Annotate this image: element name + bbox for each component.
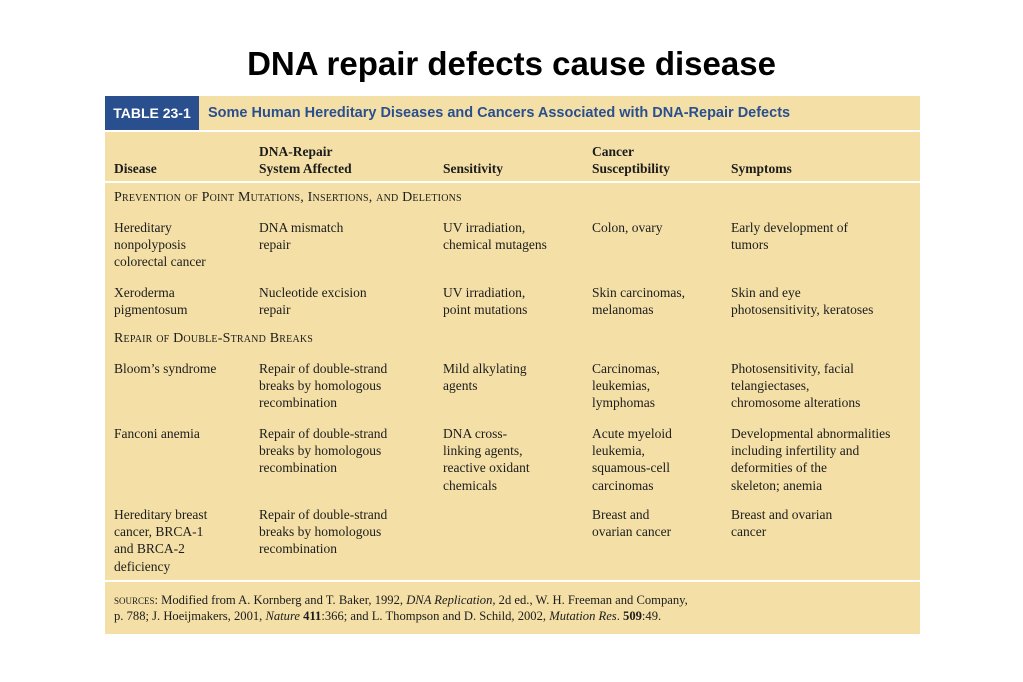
table-cell: Skin and eye photosensitivity, keratoses — [731, 285, 874, 318]
table-cell: DNA mismatch repair — [259, 220, 344, 253]
sources-lead: sources — [114, 593, 155, 607]
column-header-repair-system: DNA-Repair System Affected — [259, 144, 352, 176]
column-header-symptoms: Symptoms — [731, 161, 792, 176]
table-cell: Mild alkylating agents — [443, 361, 527, 394]
table-cell: Carcinomas, leukemias, lymphomas — [592, 361, 660, 411]
table-cell: Breast and ovarian cancer — [592, 507, 672, 540]
disease-table — [105, 96, 920, 634]
slide-title: DNA repair defects cause disease — [247, 45, 776, 82]
table-cell: Nucleotide excision repair — [259, 285, 367, 318]
table-cell: Breast and ovarian cancer — [731, 507, 833, 540]
table-cell: Hereditary breast cancer, BRCA-1 and BRCA-2 deficiency — [114, 507, 208, 574]
table-cell: Hereditary nonpolyposis colorectal cancer — [114, 220, 206, 270]
table-cell: Skin carcinomas, melanomas — [592, 285, 685, 318]
table-cell: Repair of double-strand breaks by homologous recombination — [259, 507, 388, 557]
sources-text: :49. — [641, 609, 662, 623]
footer-divider — [105, 580, 920, 582]
sources-text: :366; and L. Thompson and D. Schild, 2002, — [321, 609, 550, 623]
table-cell: UV irradiation, point mutations — [443, 285, 528, 318]
table-cell: Photosensitivity, facial telangiectases, chromosome alterations — [731, 361, 861, 411]
section-title: Repair of Double-Strand Breaks — [114, 331, 314, 346]
sources-book-title: DNA Replication, — [406, 593, 496, 607]
section-title: Prevention of Point Mutations, Insertions, and Deletions — [114, 190, 462, 205]
table-cell: Repair of double-strand breaks by homologous recombination — [259, 361, 388, 411]
table-cell: Colon, ovary — [592, 220, 663, 235]
sources-journal: Mutation Res — [549, 609, 617, 623]
table-cell: Early development of tumors — [731, 220, 848, 253]
sources-journal: Nature — [265, 609, 300, 623]
table-cell: DNA cross- linking agents, reactive oxidant chemicals — [443, 426, 530, 493]
table-cell: Repair of double-strand breaks by homologous recombination — [259, 426, 388, 476]
table-caption: Some Human Hereditary Diseases and Cancers Associated with DNA-Repair Defects — [208, 105, 791, 121]
table-cell: UV irradiation, chemical mutagens — [443, 220, 547, 253]
sources-text: . — [616, 609, 624, 623]
column-header-cancer-susceptibility: Cancer Susceptibility — [592, 144, 671, 176]
sources-text: 2d ed., W. H. Freeman and Company, — [495, 593, 688, 607]
sources-text: : Modified from A. Kornberg and T. Baker, 1992, — [154, 593, 407, 607]
table-header — [105, 96, 920, 132]
table-cell: Xeroderma pigmentosum — [114, 285, 188, 318]
table-cell: Bloom’s syndrome — [114, 361, 217, 376]
column-header-sensitivity: Sensitivity — [443, 161, 504, 176]
table-cell: Fanconi anemia — [114, 426, 200, 441]
table-label: TABLE 23-1 — [105, 96, 199, 130]
header-divider — [105, 181, 920, 183]
sources-text: p. 788; J. Hoeijmakers, 2001, — [114, 609, 266, 623]
sources-volume: 509 — [623, 609, 642, 623]
column-header-disease: Disease — [114, 161, 157, 176]
table-cell: Developmental abnormalities including infertility and deformities of the skeleton; anemia — [731, 426, 891, 493]
table-sources — [114, 592, 688, 624]
sources-volume: 411 — [300, 609, 322, 623]
table-cell: Acute myeloid leukemia, squamous-cell carcinomas — [592, 426, 672, 493]
